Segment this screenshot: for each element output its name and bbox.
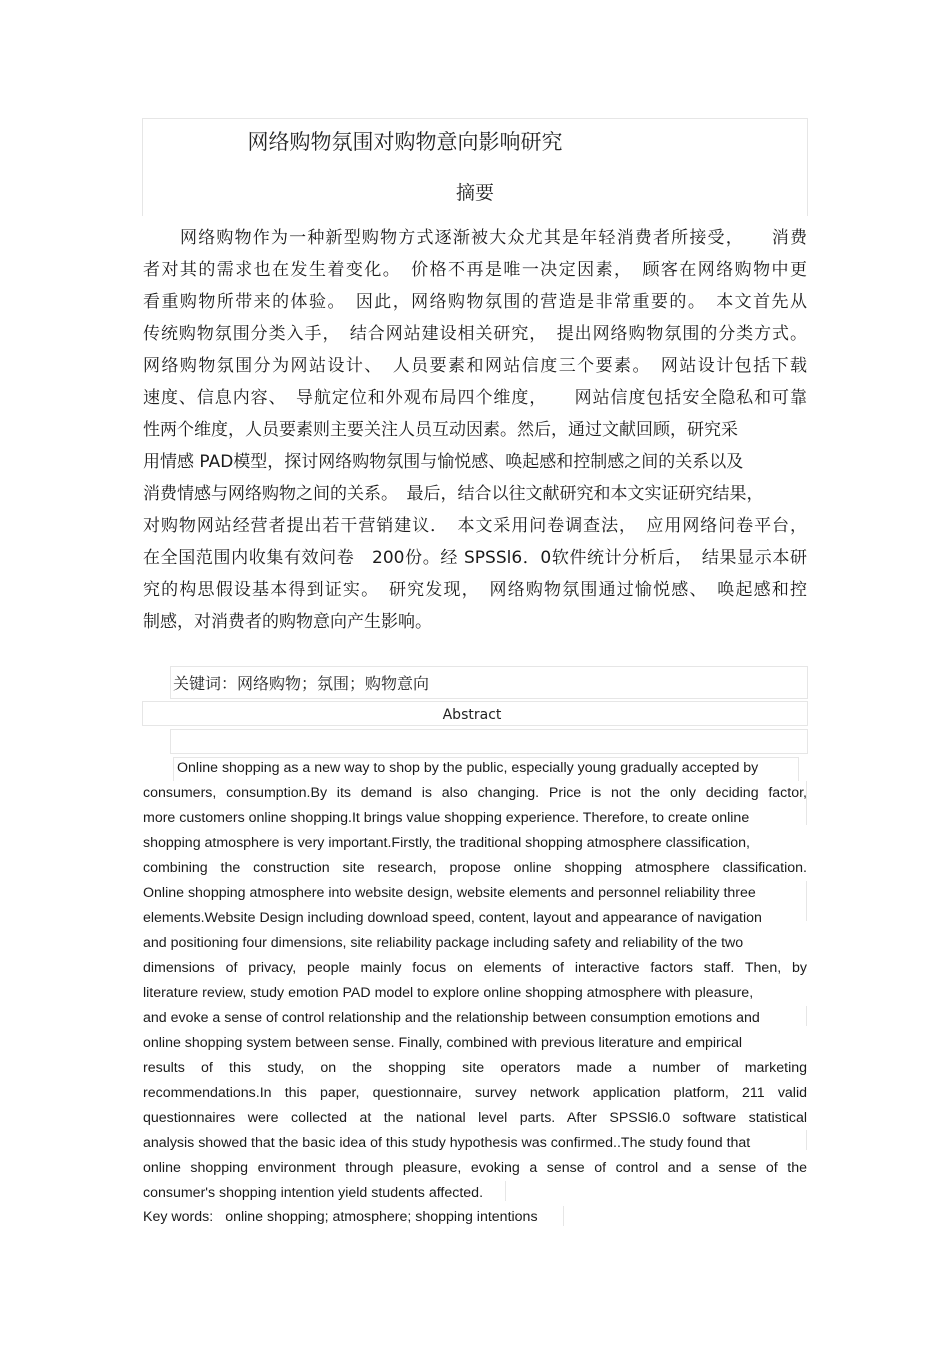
abstract-en-line: questionnaires were collected at the national level parts. After SPSSl6.0 software statistical (143, 1110, 807, 1126)
abstract-cn-line: 者对其的需求也在发生着变化。 价格不再是唯一决定因素， 顾客在网络购物中更 (143, 260, 807, 280)
abstract-en-line: results of this study, on the shopping site operators made a number of marketing (143, 1060, 807, 1076)
abstract-cn-line: 速度、信息内容、 导航定位和外观布局四个维度， 网站信度包括安全隐私和可靠 (143, 388, 807, 408)
abstract-en-line: consumers, consumption.By its demand is also changing. Price is not the only deciding factor, (143, 785, 807, 801)
abstract-cn-line: 在全国范围内收集有效问卷 200份。经 SPSSl6．0软件统计分析后， 结果显示本研 (143, 548, 807, 568)
document-title: 网络购物氛围对购物意向影响研究 (247, 130, 563, 154)
abstract-en-line: online shopping environment through pleasure, evoking a sense of control and a sense of the (143, 1160, 807, 1176)
keywords-en-value: online shopping; atmosphere; shopping intentions (225, 1209, 538, 1225)
abstract-cn-heading: 摘要 (455, 182, 494, 204)
abstract-en-line: dimensions of privacy, people mainly focus on elements of interactive factors staff. Then, by (143, 960, 807, 976)
abstract-en-line: recommendations.In this paper, questionnaire, survey network application platform, 211 valid (143, 1085, 807, 1101)
abstract-cn-line: 消费情感与网络购物之间的关系。 最后，结合以往文献研究和本文实证研究结果， (143, 484, 764, 504)
abstract-en-line: elements.Website Design including download speed, content, layout and appearance of navigation (143, 910, 762, 926)
abstract-en-line: more customers online shopping.It brings value shopping experience. Therefore, to create online (143, 810, 750, 826)
abstract-cn-line: 传统购物氛围分类入手， 结合网站建设相关研究， 提出网络购物氛围的分类方式。 (143, 324, 807, 344)
abstract-en-line: Online shopping atmosphere into website design, website elements and personnel reliability three (143, 885, 756, 901)
abstract-en-line: combining the construction site research, propose online shopping atmosphere classification. (143, 860, 807, 876)
abstract-en-line: analysis showed that the basic idea of this study hypothesis was confirmed..The study found that (143, 1135, 751, 1151)
abstract-en-line: and positioning four dimensions, site reliability package including safety and reliability of the two (143, 935, 744, 951)
abstract-cn-line: 性两个维度，人员要素则主要关注人员互动因素。然后，通过文献回顾，研究采 (143, 420, 738, 440)
keywords-cn: 关键词：网络购物；氛围；购物意向 (173, 674, 430, 693)
abstract-cn-body (143, 222, 807, 638)
abstract-cn-line: 看重购物所带来的体验。 因此，网络购物氛围的营造是非常重要的。 本文首先从 (143, 292, 807, 312)
abstract-cn-line: 制感，对消费者的购物意向产生影响。 (143, 612, 432, 632)
empty-frame (170, 729, 808, 754)
text-frame-edge (563, 1206, 564, 1226)
abstract-en-heading: Abstract (442, 707, 502, 723)
keywords-en (143, 1206, 538, 1228)
abstract-en-line: shopping atmosphere is very important.Firstly, the traditional shopping atmosphere classification, (143, 835, 750, 851)
abstract-en-line: consumer's shopping intention yield students affected. (143, 1185, 484, 1201)
abstract-en-line: literature review, study emotion PAD model to explore online shopping atmosphere with pleasure, (143, 985, 754, 1001)
abstract-cn-line: 网络购物作为一种新型购物方式逐渐被大众尤其是年轻消费者所接受， 消费 (180, 228, 807, 248)
keywords-en-label: Key words: (143, 1209, 214, 1225)
abstract-cn-line: 网络购物氛围分为网站设计、 人员要素和网站信度三个要素。 网站设计包括下载 (143, 356, 807, 376)
abstract-cn-line: 究的构思假设基本得到证实。 研究发现， 网络购物氛围通过愉悦感、 唤起感和控 (143, 580, 807, 600)
abstract-en-line: online shopping system between sense. Finally, combined with previous literature and empirical (143, 1035, 743, 1051)
abstract-en-body (143, 756, 807, 1206)
abstract-en-line: Online shopping as a new way to shop by the public, especially young gradually accepted by (177, 760, 759, 776)
abstract-en-line: and evoke a sense of control relationship and the relationship between consumption emotions and (143, 1010, 760, 1026)
abstract-cn-line: 用情感 PAD模型，探讨网络购物氛围与愉悦感、唤起感和控制感之间的关系以及 (143, 452, 744, 472)
abstract-cn-line: 对购物网站经营者提出若干营销建议． 本文采用问卷调查法， 应用网络问卷平台， (143, 516, 807, 536)
